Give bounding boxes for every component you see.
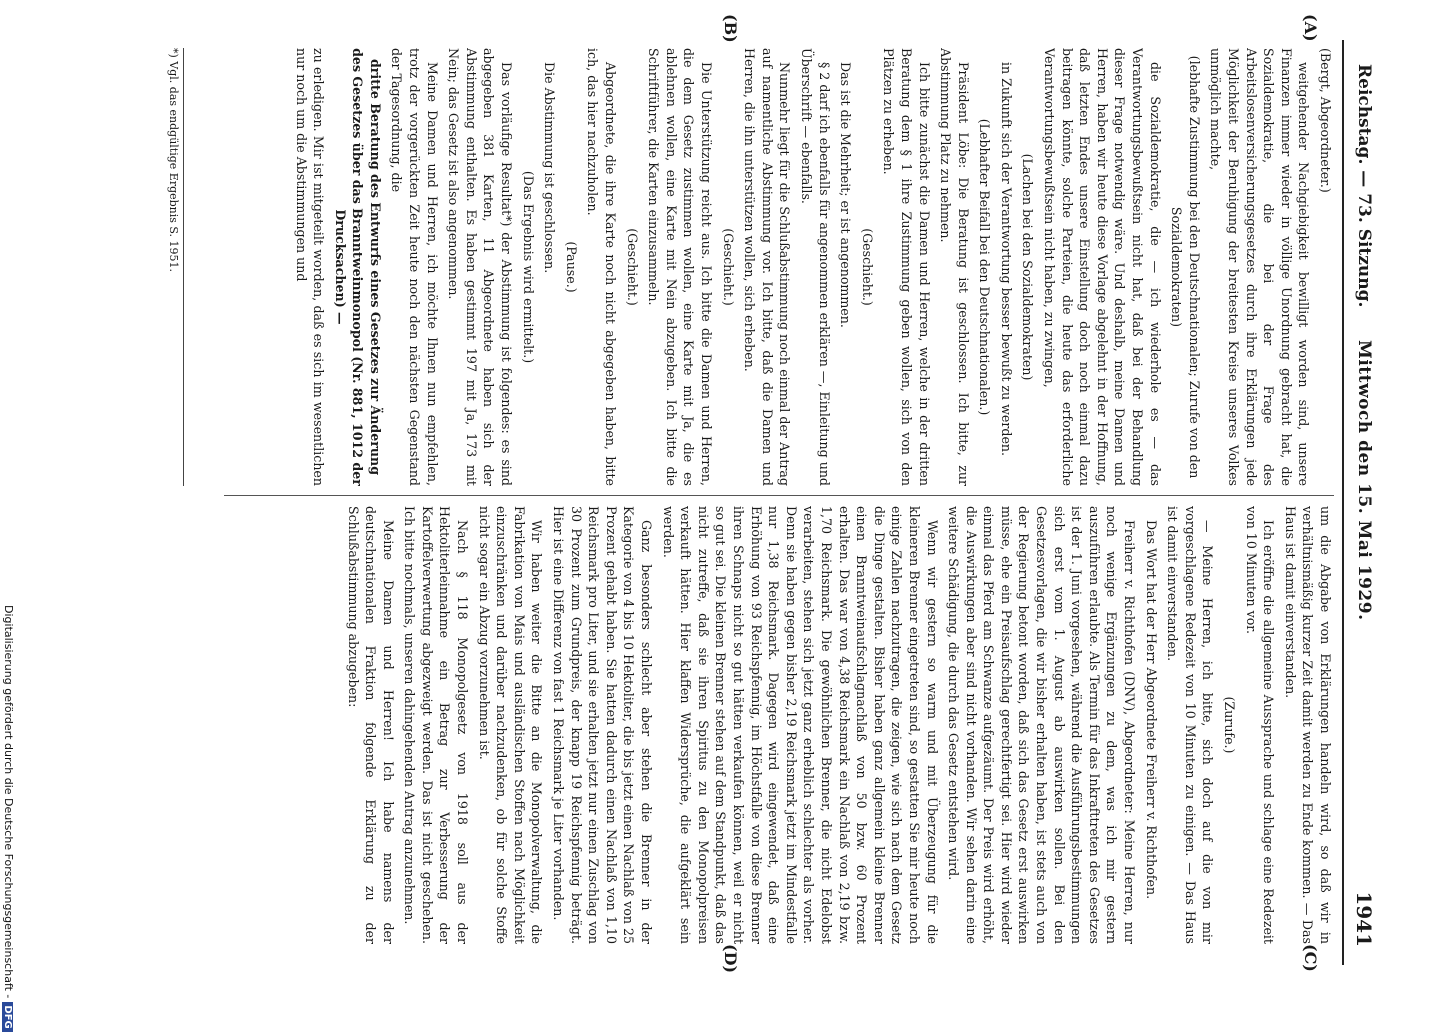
dfg-logo: DFG — [2, 1002, 13, 1031]
interjection: (Das Ergebnis wird ermittelt.) — [520, 170, 536, 364]
page-header — [1342, 40, 1380, 965]
left-text-column — [194, 48, 1334, 486]
paragraph: — Meine Herren, ich bitte, sich doch auf die von mir vorgeschlagene Redezeit von 10 Minuten zu einigen. — Das Haus ist damit einverstanden. — [1165, 506, 1216, 944]
paragraph: Meine Damen und Herren! Ich habe namens der deutschnationalen Fraktion folgende Erklärung zu der Schlußabstimmung abzugeben: — [345, 506, 396, 944]
paragraph: Nunmehr liegt für die Schlußabstimmung noch einmal der Antrag auf namentliche Abstimmung vor. Ich bitte, daß die Damen und Herren, die ihn unterstützen wollen, sich erheben. — [742, 48, 793, 486]
paragraph: weitgehender Nachgiebigkeit bewilligt worden sind, unsere Finanzen immer wieder in völlige Unordnung gebracht hat, die Sozialdemokratie, die bei der Frage des Arbeitslosenversicherungsgesetzes durch ihre Erklärungen jede Möglichkeit der Beruhigung der breitesten Kreise unseres Volkes unmöglich machte, — [1208, 48, 1312, 486]
interjection: (Lebhafter Beifall bei den Deutschnationalen.) — [977, 118, 993, 416]
paragraph: Das ist die Mehrheit; er ist angenommen. — [838, 62, 854, 328]
margin-marker-a: (A) — [1301, 14, 1320, 42]
paragraph: Die Unterstützung reicht aus. Ich bitte die Damen und Herren, die dem Gesetz zustimmen wollen, eine Karte mit Ja, die es ablehnen wollen, eine Karte mit Nein abzugeben. Ich bitte die Schriftführer, die Karten einzusammeln. — [646, 48, 714, 486]
digitization-credit — [1, 605, 15, 1029]
paragraph: Abgeordnete, die ihre Karte noch nicht abgegeben haben, bitte ich, das hier nachzuholen. — [585, 48, 619, 486]
right-text-column — [194, 506, 1334, 944]
agenda-item: dritte Beratung des Entwurfs eines Gesetzes zur Änderung des Gesetzes über das Branntweinmonopol (Nr. 881, 1012 der Drucksachen) — — [332, 48, 383, 486]
paragraph: Wenn wir gestern so warm und mit Überzeugung für die kleineren Brenner eingetreten sind, so gestatten Sie mir heute noch einige Zahlen nachzutragen, die zeigen, wie sich nach dem Gesetz die Dinge gestalten. Bisher haben ganz allgemein kleine Brenner einen Branntweinaufschlagnachlaß von 50 bzw. 60 Prozent erhalten. Das war von 4,38 Reichsmark ein Nachlaß von 2,19 bzw. 1,70 Reichsmark. Die gewöhnlichen Brenner, die nicht Edelobst verarbeiten, stehen sich jetzt ganz erheblich schlechter als vorher. Denn sie haben gegen bisher 2,19 Reichsmark jetzt im Mindestfalle nur 1,38 Reichsmark. Dagegen wird eingewendet, daß eine Erhöhung von 93 Reichspfennig, im Höchstfalle von diese Brenner ihren Schnaps nicht so gut hätten verkaufen können, weil er nicht so gut sei. Die kleinen Brenner stehen auf dem Standpunkt, daß das nicht zutreffe, daß sie ihren Spiritus zu den Monopolpreisen verkauft hätten. Hier klaffen Widersprüche, die aufgeklärt sein werden. — [660, 506, 940, 944]
paragraph: Ich bitte zunächst die Damen und Herren, welche in der dritten Beratung dem § 1 ihre Zustimmung geben wollen, sich von den Plätzen zu erheben. — [881, 48, 932, 486]
paragraph: Ich eröffne die allgemeine Aussprache und schlage eine Redezeit von 10 Minuten vor. — [1243, 506, 1277, 944]
document-page — [140, 14, 1380, 974]
margin-marker-d: (D) — [721, 944, 740, 974]
interjection: (lebhafte Zustimmung bei den Deutschnationalen; Zurufe von den Sozialdemokraten) — [1169, 55, 1202, 479]
header-session: Reichstag. — 73. Sitzung. — [1354, 64, 1374, 308]
paragraph: Das Wort hat der Herr Abgeordnete Freiherr v. Richthofen. — [1143, 520, 1159, 900]
footnote: *) Vgl. das endgültige Ergebnis S. 1951. — [167, 48, 184, 486]
column-divider — [224, 495, 1334, 496]
paragraph: Das vorläufige Resultat*) der Abstimmung ist folgendes: es sind abgegeben 381 Karten, 11 Abgeordnete haben sich der Abstimmung enthalten. Es haben gestimmt 197 mit Ja, 173 mit Nein; das Gesetz ist also angenommen. — [446, 48, 515, 486]
interjection: (Geschieht.) — [859, 228, 875, 306]
paragraph: die Sozialdemokratie, die — ich wiederhole es — das Verantwortungsbewußtsein nicht hat, daß bei der Behandlung dieser Frage notwendig wäre. Und deshalb, meine Damen und Herren, haben wir heute diese Vorlage abgelehnt in der Hoffnung, daß letzten Endes unsere Einstellung doch noch einmal dazu beitragen könnte, solche Parteien, die heute das erforderliche Verantwortungsbewußtsein nicht haben, zu zwingen, — [1042, 48, 1163, 486]
interjection: (Zurufe.) — [1222, 696, 1238, 754]
paragraph: zu erledigen. Mir ist mitgeteilt worden, daß es sich im wesentlichen nur noch um die Abstimmungen und — [293, 48, 327, 486]
interjection: (Geschieht.) — [624, 228, 640, 306]
paragraph: Freiherr v. Richthofen (DNV), Abgeordneter: Meine Herren, nur noch wenige Ergänzungen zu dem, was ich mir gestern auszuführen erlaubte. Als Termin für das Inkrafttreten des Gesetzes ist der 1. Juni vorgesehen, während die Ausführungsbestimmungen sich erst vom 1. August ab auswirken sollen. Bei den Gesetzesvorlagen, die wir bisher erhalten haben, ist stets auch von der Regierung betont worden, daß sich das Gesetz erst auswirken müsse, ehe ein Preisaufschlag gerechtfertigt sei. Hier wird wieder einmal das Pferd am Schwanze aufgezäumt. Der Preis wird erhöht, die Auswirkungen aber sind nicht vorhanden. Wir sehen darin eine weitere Schädigung, die durch das Gesetz entstehen wird. — [946, 506, 1138, 944]
header-date: Mittwoch den 15. Mai 1929. — [1354, 340, 1374, 621]
paragraph: um die Abgabe von Erklärungen handeln wird, so daß wir in verhältnismäßig kurzer Zeit damit werden zu Ende kommen. — Das Haus ist damit einverstanden. — [1282, 506, 1333, 944]
paragraph: Die Abstimmung ist geschlossen. — [542, 62, 558, 274]
margin-marker-c: (C) — [1301, 944, 1320, 972]
credit-text: Digitalisierung gefördert durch die Deutsche Forschungsgemeinschaft - — [2, 605, 15, 999]
paragraph: Wir haben weiter die Bitte an die Monopolverwaltung, die Fabrikation von Mais und ausländischen Stoffen nach Möglichkeit einzuschränken und darüber nachzudenken, ob für solche Stoffe nicht sogar ein Abzug vorzunehmen ist. — [476, 506, 545, 944]
paragraph: Präsident Löbe: Die Beratung ist geschlossen. Ich bitte, zur Abstimmung Platz zu nehmen. — [938, 48, 971, 486]
paragraph: Nach § 118 Monopolgesetz von 1918 soll aus der Hektoliterleinnahme ein Betrag zur Verbesserung der Kartoffelverwertung abgezweigt werden. Das ist nicht geschehen. Ich bitte nochmals, unseren dahingehenden Antrag anzunehmen. — [402, 506, 471, 944]
page-number: 1941 — [1352, 891, 1376, 947]
interjection: (Pause.) — [563, 241, 579, 293]
margin-marker-b: (B) — [721, 14, 740, 43]
paragraph: (Bergt, Abgeordneter.) — [1318, 48, 1333, 193]
paragraph: Ganz besonders schlecht aber stehen die Brenner in der Kategorie von 4 bis 10 Hektoliter, die bis jetzt einen Nachlaß von 25 Prozent gehabt haben. Sie hatten dadurch einen Nachlaß von 1,10 Reichsmark pro Liter, und sie erhalten jetzt nur einen Zuschlag von 30 Prozent zum Grundpreis, der knapp 19 Reichspfennig beträgt. Hier ist eine Differenz von fast 1 Reichsmark je Liter vorhanden. — [551, 506, 655, 944]
interjection: (Geschieht.) — [720, 228, 736, 306]
paragraph: § 2 darf ich ebenfalls für angenommen erklären —, Einleitung und Überschrift — ebenfalls. — [798, 48, 832, 486]
paragraph: Meine Damen und Herren, ich möchte Ihnen nun empfehlen, trotz der vorgerückten Zeit heute noch den nächsten Gegenstand der Tagesordnung, die — [389, 48, 440, 486]
interjection: (Lachen bei den Sozialdemokraten) — [1020, 153, 1036, 381]
paragraph: in Zukunft sich der Verantwortung besser bewußt zu werden. — [998, 62, 1014, 457]
